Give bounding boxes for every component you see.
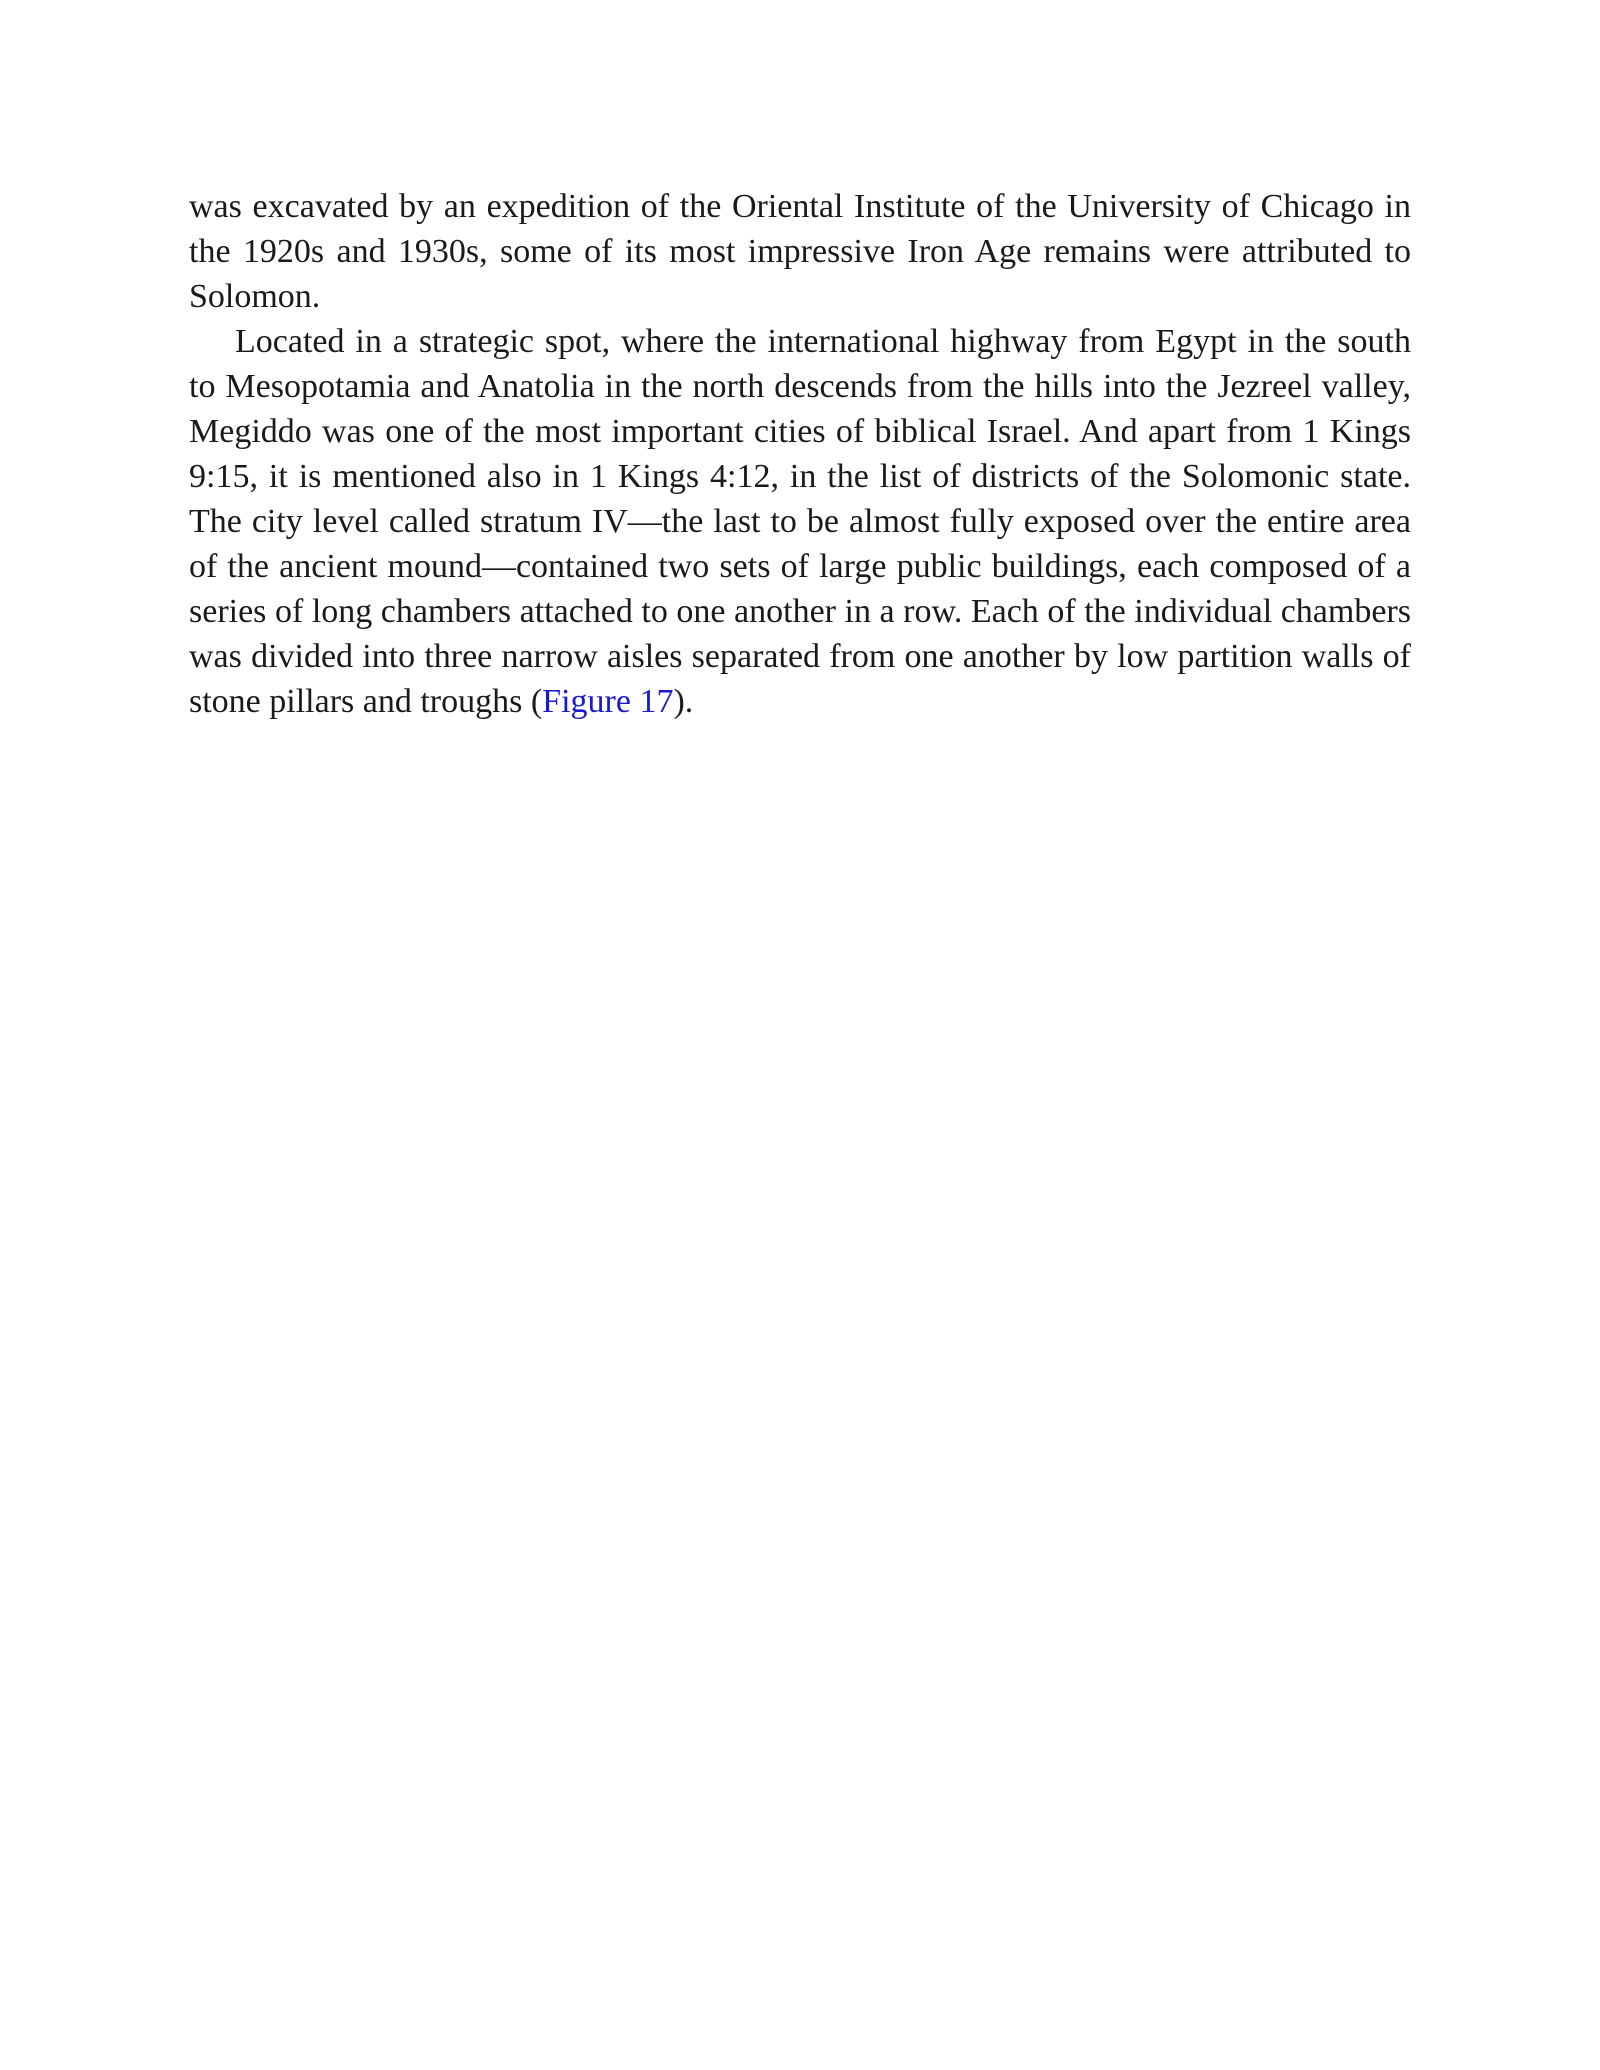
paragraph — [189, 319, 1411, 724]
paragraph-text: Located in a strategic spot, where the international highway from Egypt in the south to Mesopotamia and Anatolia in the north descends from the hills into the Jezreel valley, Megiddo was one of the most important cities of biblical Israel. And apart from 1 Kings 9:15, it is mentioned also in 1 Kings 4:12, in the list of districts of the Solomonic state. The city level called stratum IV—the last to be almost fully exposed over the entire area of the ancient mound—contained two sets of large public buildings, each composed of a series of long chambers attached to one another in a row. Each of the individual chambers was divided into three narrow aisles separated from one another by low partition walls of stone pillars and troughs ( — [189, 323, 1411, 720]
paragraph: was excavated by an expedition of the Oriental Institute of the University of Chicago in the 1920s and 1930s, some of its most impressive Iron Age remains were attributed to Solomon. — [189, 188, 1411, 315]
paragraph-text-end: ). — [673, 683, 694, 720]
figure-link[interactable]: Figure 17 — [542, 683, 674, 720]
page-body — [189, 184, 1411, 724]
